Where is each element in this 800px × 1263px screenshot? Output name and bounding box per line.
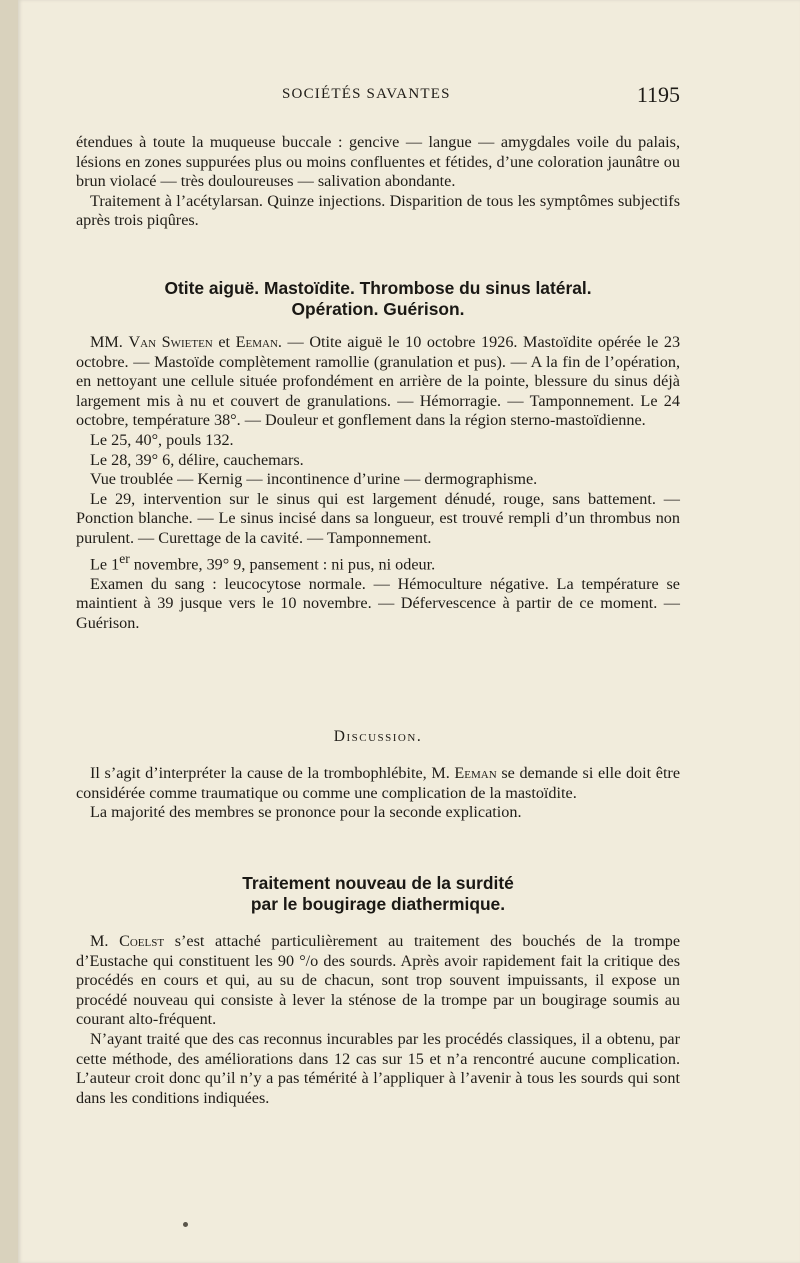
case-6-rest: novembre, 39° 9, pansement : ni pus, ni odeur. — [133, 554, 436, 573]
section-2-title-line-2: par le bougirage diathermique. — [250, 894, 506, 914]
case-paragraph-2: Le 25, 40°, pouls 132. — [90, 430, 234, 449]
case-paragraph-5: Le 29, intervention sur le sinus qui est largement dénudé, rouge, sans battement. — Ponction blanche. — Le sinus incisé dans sa longueur, est trouvé rempli d’un thrombus non purulent. — Curettage de la cavité. — Tamponnement. — [76, 489, 680, 547]
section-2-percent: °/o — [299, 951, 319, 970]
page-header — [76, 82, 680, 110]
discussion-title-block — [76, 728, 680, 746]
running-head: SOCIÉTÉS SAVANTES — [282, 86, 451, 102]
author-1: Van Swieten — [128, 333, 213, 351]
discussion-paragraph-1 — [76, 764, 680, 803]
section-2-paragraph-1 — [76, 932, 680, 1030]
section-1-title-line-1: Otite aiguë. Mastoïdite. Thrombose du sinus latéral. — [164, 278, 592, 298]
section-2-name: Coelst — [119, 932, 165, 950]
section-1-title — [76, 278, 680, 320]
case-text-1: — Otite aiguë le 10 octobre 1926. Mastoïdite opérée le 23 octobre. — Mastoïde complètement ramollie (granulation et pus). — A la fin de l’opération, en nettoyant une cellule située profondément en arrière de la pointe, blessure du sinus déjà largement mis à nu et couvert de granulations. — Hémorragie. — Tamponnement. Le 24 octobre, température 38°. — Douleur et gonflement dans la région sterno-mastoïdienne. — [76, 333, 681, 430]
section-2-prefix: M. — [90, 932, 109, 950]
section-1-body — [76, 333, 680, 633]
section-2-text-end: des sourds. Après avoir rapidement fait la critique des procédés en cours et qui, au su de chacun, sont trop souvent impuissants, il expose un procédé nouveau qui consiste à lever la sténose de la trompe par un bougirage soumis au courant alto-fréquent. — [76, 951, 680, 1029]
discussion-title: Discussion. — [333, 728, 423, 745]
case-paragraph-3: Le 28, 39° 6, délire, cauchemars. — [90, 450, 304, 469]
ink-speck — [183, 1222, 188, 1227]
section-2-title-line-1: Traitement nouveau de la surdité — [242, 873, 514, 893]
section-1-title-line-2: Opération. Guérison. — [291, 299, 465, 319]
discussion-text-end: se demande si elle doit être considérée comme traumatique ou comme une complication de la mastoïdite. — [76, 764, 681, 802]
case-6-prefix: Le 1 — [90, 554, 120, 573]
section-2-title — [76, 873, 680, 915]
case-6-sup: er — [119, 550, 130, 566]
discussion-name: Eeman — [454, 764, 497, 782]
section-2-body — [76, 932, 680, 1108]
discussion-paragraph-2: La majorité des membres se prononce pour la seconde explication. — [90, 803, 522, 822]
discussion-text-start: Il s’agit d’interpréter la cause de la trombophlébite, M. — [90, 764, 450, 782]
intro-paragraph-2: Traitement à l’acétylarsan. Quinze injections. Disparition de tous les symptômes subjectifs après trois piqûres. — [76, 191, 680, 230]
case-paragraph-6 — [76, 549, 680, 575]
intro-block — [76, 133, 680, 231]
page-gutter — [0, 0, 18, 1263]
page-number: 1195 — [636, 82, 680, 107]
authors-and: et — [218, 333, 231, 351]
case-paragraph-7: Examen du sang : leucocytose normale. — Hémoculture négative. La température se maintient à 39 jusque vers le 10 novembre. — Défervescence à partir de ce moment. — Guérison. — [76, 574, 680, 632]
case-paragraph-1 — [76, 333, 680, 431]
authors-prefix: MM. — [90, 333, 123, 351]
intro-paragraph-1: étendues à toute la muqueuse buccale : gencive — langue — amygdales voile du palais, lésions en zones suppurées plus ou moins confluentes et fétides, d’une coloration jaunâtre ou brun violacé — très douloureuses — salivation abondante. — [76, 133, 680, 191]
author-2: Eeman. — [235, 333, 282, 351]
discussion-body — [76, 764, 680, 823]
section-2-paragraph-2: N’ayant traité que des cas reconnus incurables par les procédés classiques, il a obtenu, par cette méthode, des améliorations dans 12 cas sur 15 et n’a rencontré aucune complication. L’auteur croit donc qu’il n’y a pas témérité à l’appliquer à l’avenir à tous les sourds qui sont dans les conditions indiquées. — [76, 1029, 680, 1107]
section-2-text-start: s’est attaché particulièrement au traitement des bouchés de la trompe d’Eustache qui constituent les 90 — [76, 932, 681, 970]
case-paragraph-4: Vue troublée — Kernig — incontinence d’urine — dermographisme. — [90, 470, 538, 489]
